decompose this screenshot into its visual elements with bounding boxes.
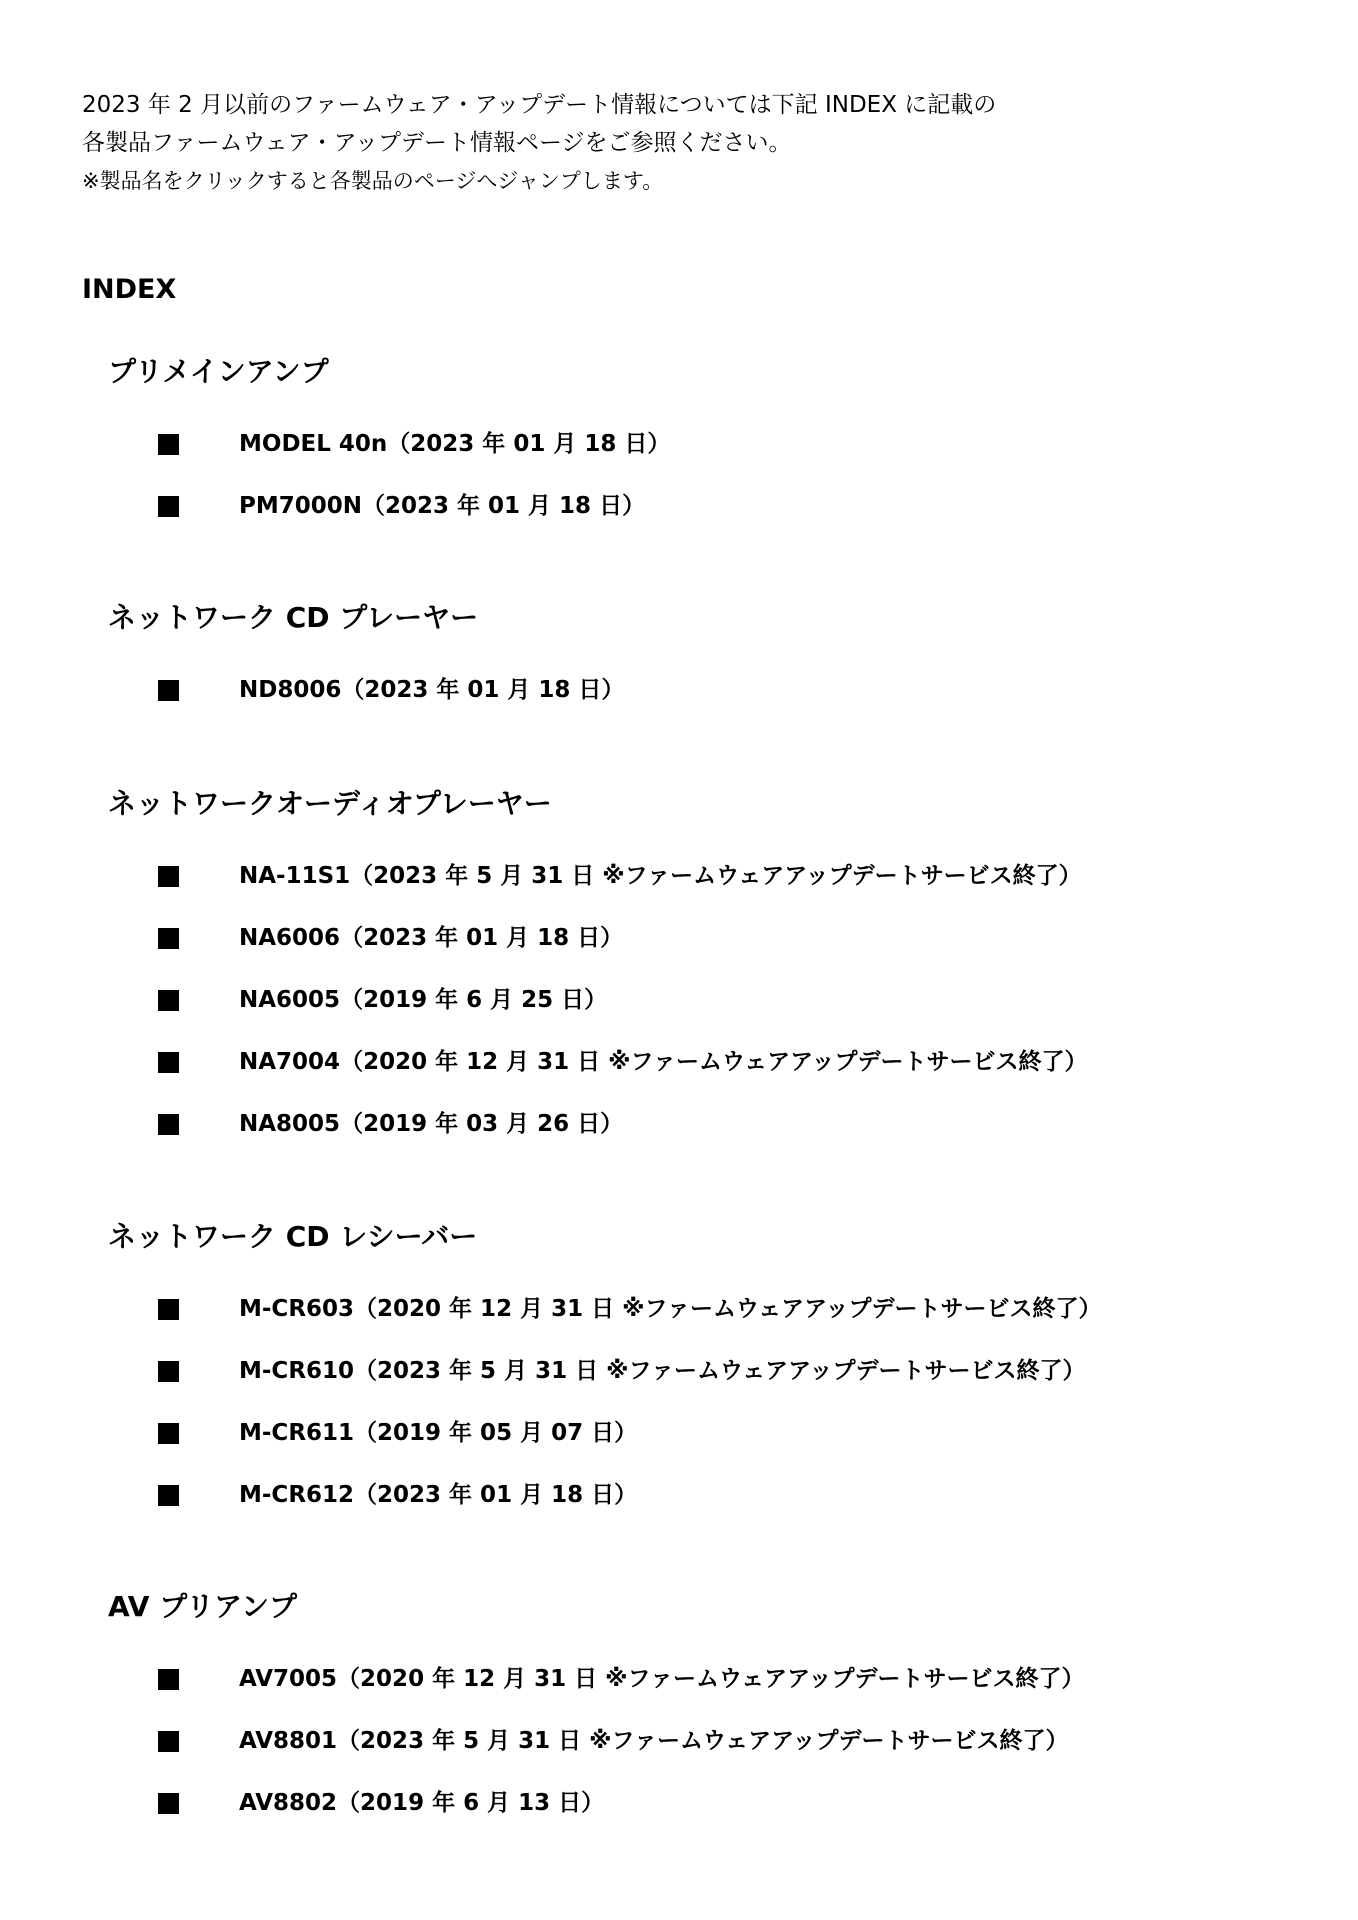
- list-item[interactable]: [0, 1351, 1358, 1391]
- intro-text: [82, 86, 1262, 200]
- list-item[interactable]: [0, 856, 1358, 896]
- list-item[interactable]: [0, 918, 1358, 958]
- square-bullet-icon: [158, 1485, 179, 1506]
- product-link[interactable]: NA-11S1（2023 年 5 月 31 日 ※ファームウェアアップデートサービス終了）: [239, 863, 1082, 889]
- square-bullet-icon: [158, 1299, 179, 1320]
- product-link[interactable]: M-CR611（2019 年 05 月 07 日）: [239, 1420, 638, 1446]
- product-link[interactable]: NA7004（2020 年 12 月 31 日 ※ファームウェアアップデートサービス終了）: [239, 1049, 1088, 1075]
- section-title: AV プリアンプ: [108, 1590, 297, 1623]
- product-link[interactable]: AV7005（2020 年 12 月 31 日 ※ファームウェアアップデートサービス終了）: [239, 1666, 1085, 1692]
- product-link[interactable]: MODEL 40n（2023 年 01 月 18 日）: [239, 431, 671, 457]
- square-bullet-icon: [158, 1052, 179, 1073]
- section-title: プリメインアンプ: [108, 355, 329, 388]
- square-bullet-icon: [158, 1114, 179, 1135]
- list-item[interactable]: [0, 1783, 1358, 1823]
- square-bullet-icon: [158, 1793, 179, 1814]
- section-title: ネットワーク CD レシーバー: [108, 1220, 478, 1253]
- product-link[interactable]: NA6005（2019 年 6 月 25 日）: [239, 987, 608, 1013]
- list-item[interactable]: [0, 670, 1358, 710]
- product-link[interactable]: AV8801（2023 年 5 月 31 日 ※ファームウェアアップデートサービス終了）: [239, 1728, 1069, 1754]
- product-link[interactable]: NA8005（2019 年 03 月 26 日）: [239, 1111, 624, 1137]
- list-item[interactable]: [0, 1475, 1358, 1515]
- square-bullet-icon: [158, 1423, 179, 1444]
- square-bullet-icon: [158, 496, 179, 517]
- list-item[interactable]: [0, 1042, 1358, 1082]
- product-link[interactable]: M-CR610（2023 年 5 月 31 日 ※ファームウェアアップデートサービス終了）: [239, 1358, 1086, 1384]
- list-item[interactable]: [0, 486, 1358, 526]
- square-bullet-icon: [158, 928, 179, 949]
- list-item[interactable]: [0, 1104, 1358, 1144]
- product-link[interactable]: M-CR603（2020 年 12 月 31 日 ※ファームウェアアップデートサービス終了）: [239, 1296, 1102, 1322]
- list-item[interactable]: [0, 1721, 1358, 1761]
- square-bullet-icon: [158, 680, 179, 701]
- list-item[interactable]: [0, 980, 1358, 1020]
- square-bullet-icon: [158, 1361, 179, 1382]
- square-bullet-icon: [158, 866, 179, 887]
- square-bullet-icon: [158, 990, 179, 1011]
- list-item[interactable]: [0, 1289, 1358, 1329]
- product-link[interactable]: PM7000N（2023 年 01 月 18 日）: [239, 493, 646, 519]
- square-bullet-icon: [158, 434, 179, 455]
- square-bullet-icon: [158, 1731, 179, 1752]
- section-title: ネットワークオーディオプレーヤー: [108, 787, 552, 820]
- list-item[interactable]: [0, 1659, 1358, 1699]
- product-link[interactable]: AV8802（2019 年 6 月 13 日）: [239, 1790, 605, 1816]
- square-bullet-icon: [158, 1669, 179, 1690]
- product-link[interactable]: M-CR612（2023 年 01 月 18 日）: [239, 1482, 638, 1508]
- list-item[interactable]: [0, 424, 1358, 464]
- intro-line-1: 2023 年 2 月以前のファームウェア・アップデート情報については下記 INDEX に記載の: [82, 92, 997, 118]
- product-link[interactable]: NA6006（2023 年 01 月 18 日）: [239, 925, 624, 951]
- intro-note: ※製品名をクリックすると各製品のページへジャンプします。: [82, 169, 664, 193]
- list-item[interactable]: [0, 1413, 1358, 1453]
- index-heading: INDEX: [82, 274, 177, 305]
- product-link[interactable]: ND8006（2023 年 01 月 18 日）: [239, 677, 625, 703]
- intro-line-2: 各製品ファームウェア・アップデート情報ページをご参照ください。: [82, 130, 792, 156]
- section-title: ネットワーク CD プレーヤー: [108, 601, 479, 634]
